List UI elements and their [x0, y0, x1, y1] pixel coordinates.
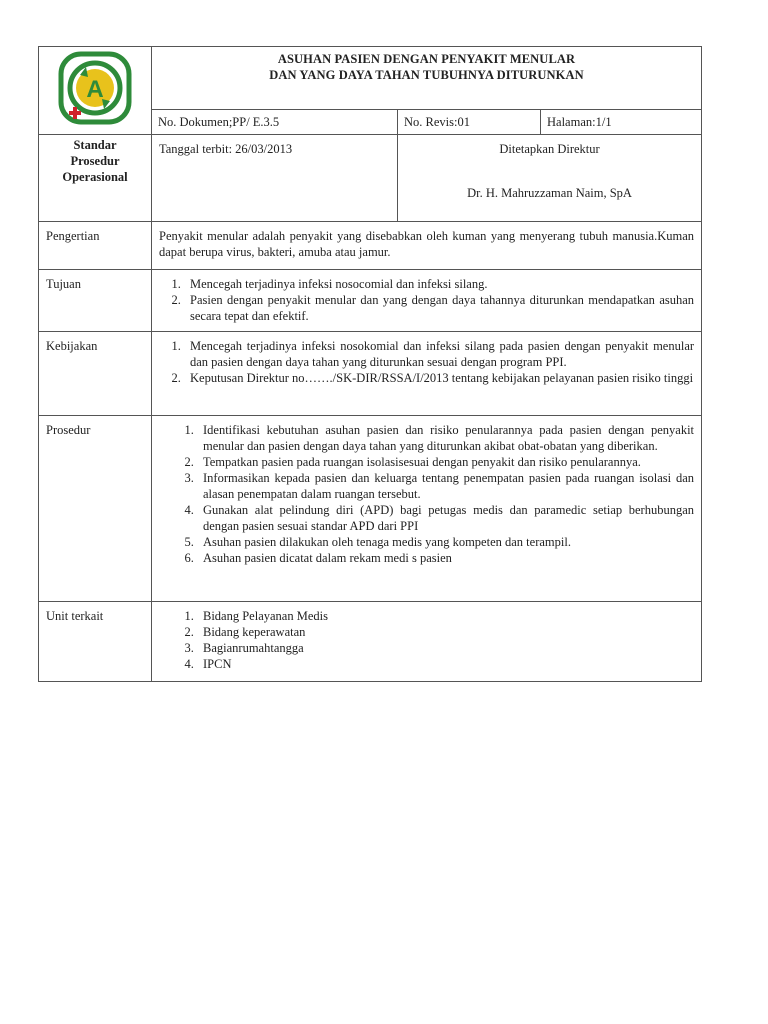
sop-label-line-3: Operasional — [62, 170, 128, 184]
title-line-2: DAN YANG DAYA TAHAN TUBUHNYA DITURUNKAN — [269, 68, 584, 82]
approval-cell — [398, 135, 702, 222]
revision-number: No. Revis:01 — [398, 110, 541, 135]
list-item: 6. Asuhan pasien dicatat dalam rekam medi s pasien — [197, 550, 694, 566]
title-line-1: ASUHAN PASIEN DENGAN PENYAKIT MENULAR — [277, 52, 576, 66]
label-unit-terkait: Unit terkait — [39, 602, 152, 682]
list-item: 1. Bidang Pelayanan Medis — [197, 608, 694, 624]
unit-list-cell — [152, 602, 702, 682]
list-item: 3. Informasikan kepada pasien dan keluarga tentang penempatan pasien pada ruangan isolasi dan alasan penempatan dalam ruangan tersebut. — [197, 470, 694, 502]
list-item: 4. IPCN — [197, 656, 694, 672]
hospital-logo-icon — [58, 51, 132, 129]
sop-label-line-2: Prosedur — [70, 154, 120, 168]
kebijakan-list-cell — [152, 332, 702, 416]
sop-document — [38, 46, 701, 682]
prosedur-list — [159, 422, 694, 566]
prosedur-list-cell — [152, 416, 702, 602]
label-prosedur: Prosedur — [39, 416, 152, 602]
label-tujuan: Tujuan — [39, 270, 152, 332]
tujuan-list — [159, 276, 694, 324]
page-number: Halaman:1/1 — [541, 110, 702, 135]
tujuan-list-cell — [152, 270, 702, 332]
director-name: Dr. H. Mahruzzaman Naim, SpA — [467, 186, 632, 200]
list-item: 2. Keputusan Direktur no……./SK-DIR/RSSA/I/2013 tentang kebijakan pelayanan pasien risiko tinggi — [184, 370, 694, 386]
approved-by: Ditetapkan Direktur — [499, 142, 600, 156]
pengertian-text: Penyakit menular adalah penyakit yang disebabkan oleh kuman yang menyerang tubuh manusia.Kuman dapat berupa virus, bakteri, amuba atau jamur. — [152, 222, 702, 270]
list-item: 2. Bidang keperawatan — [197, 624, 694, 640]
issue-date: Tanggal terbit: 26/03/2013 — [152, 135, 398, 222]
document-title — [152, 47, 702, 110]
list-item: 1. Identifikasi kebutuhan asuhan pasien dan risiko penularannya pada pasien dengan penyakit menular dan pasien dengan daya tahan yang diturunkan akibat obat-obatan yang diberikan. — [197, 422, 694, 454]
sop-table — [38, 46, 702, 682]
label-kebijakan: Kebijakan — [39, 332, 152, 416]
label-pengertian: Pengertian — [39, 222, 152, 270]
list-item: 5. Asuhan pasien dilakukan oleh tenaga medis yang kompeten dan terampil. — [197, 534, 694, 550]
list-item: 3. Bagianrumahtangga — [197, 640, 694, 656]
svg-text:A: A — [86, 76, 104, 103]
sop-label-line-1: Standar — [73, 138, 117, 152]
list-item: 1. Mencegah terjadinya infeksi nosocomial dan infeksi silang. — [184, 276, 694, 292]
kebijakan-list — [159, 338, 694, 386]
sop-label — [39, 135, 152, 222]
list-item: 2. Tempatkan pasien pada ruangan isolasisesuai dengan penyakit dan risiko penularannya. — [197, 454, 694, 470]
list-item: 1. Mencegah terjadinya infeksi nosokomial dan infeksi silang pada pasien dengan penyakit menular dan pasien dengan daya tahan yang diturunkan sesuai dengan program PPI. — [184, 338, 694, 370]
logo-cell — [39, 47, 152, 135]
list-item: 2. Pasien dengan penyakit menular dan yang dengan daya tahannya diturunkan mendapatkan asuhan secara tepat dan efektif. — [184, 292, 694, 324]
list-item: 4. Gunakan alat pelindung diri (APD) bagi petugas medis dan paramedic setiap berhubungan dengan pasien sesuai standar APD dari PPI — [197, 502, 694, 534]
document-number: No. Dokumen;PP/ E.3.5 — [152, 110, 398, 135]
unit-list — [159, 608, 694, 672]
